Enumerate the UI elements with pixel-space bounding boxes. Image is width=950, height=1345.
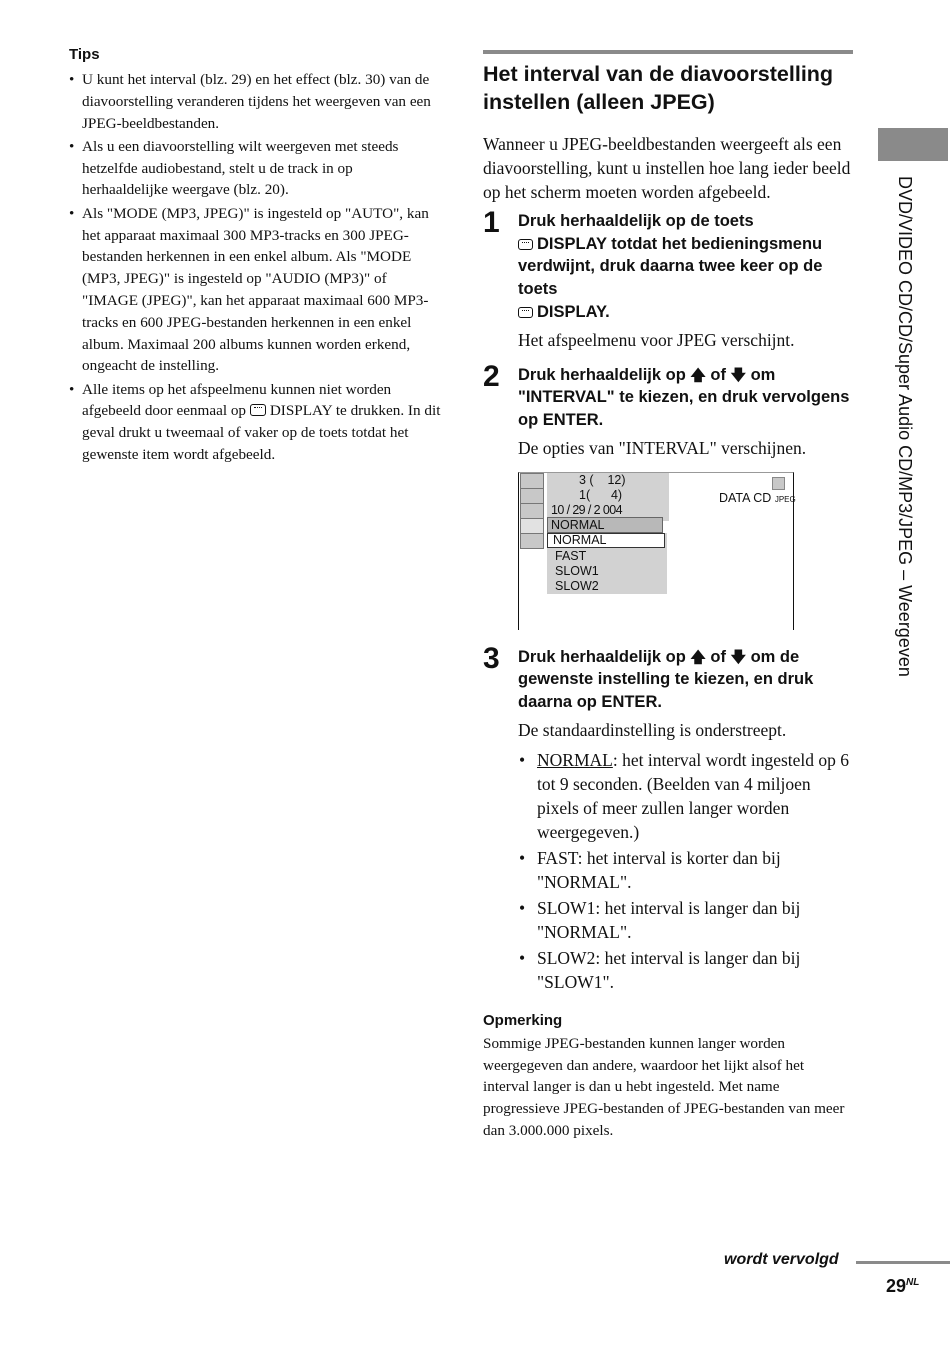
screen-album-number: 3 ( 12) — [579, 472, 626, 487]
option-desc: : het interval wordt ingesteld op 6 tot 9 seconden. (Beelden van 4 miljoen pixels of meer zullen langer worden weergegeven.) — [537, 749, 850, 842]
section-title: Het interval van de diavoorstelling instellen (alleen JPEG) — [483, 62, 834, 114]
down-arrow-icon: 🡇 — [730, 365, 746, 384]
option-item — [518, 946, 853, 994]
step-instruction — [518, 646, 853, 714]
option-name: SLOW2 — [537, 947, 596, 968]
tip-text: Alle items op het afspeelmenu kunnen niet worden afgebeeld door eenmaal op — [82, 380, 392, 420]
side-tab-label: DVD/VIDEO CD/CD/Super Audio CD/MP3/JPEG – Weergeven — [895, 176, 915, 677]
down-arrow-icon: 🡇 — [730, 647, 746, 666]
note-text: Sommige JPEG-bestanden kunnen langer worden weergegeven dan andere, waardoor het lijkt alsof het interval langer is dan u hebt ingesteld. Met name progressieve JPEG-bestanden of JPEG-bestanden van meer dan 3.000.000 pixels. — [483, 1034, 845, 1139]
continued-label: wordt vervolgd — [724, 1251, 839, 1268]
step-text: totdat het bedieningsmenu verdwijnt, druk daarna twee keer op de toets — [518, 234, 823, 299]
tips-section — [69, 46, 441, 467]
tip-item: • U kunt het interval (blz. 29) en het effect (blz. 30) van de diavoorstelling veranderen tijdens het weergeven van een JPEG-beeldbestanden. — [69, 69, 441, 134]
screen-file-number: 1( 4) — [579, 487, 623, 502]
media-label: DATA CD JPEG — [719, 490, 796, 505]
page-number: $29^{NL}$ — [886, 1276, 920, 1296]
up-arrow-icon: 🡅 — [690, 365, 706, 384]
section-intro: Wanneer u JPEG-beeldbestanden weergeeft als een diavoorstelling, kunt u instellen hoe lang ieder beeld op het scherm moeten worden afgebeeld. — [483, 134, 851, 202]
step-result: De standaardinstelling is onderstreept. — [518, 719, 787, 740]
step-display-label: DISPLAY. — [537, 302, 610, 321]
section-rule — [483, 50, 853, 54]
step-number: 2 — [483, 359, 500, 393]
display-button-icon — [250, 404, 266, 416]
screen-date: 10 / 29 / 2 004 — [551, 502, 622, 517]
side-tab-bar — [878, 128, 948, 161]
screen-option: SLOW2 — [555, 578, 599, 593]
tip-item: • Als "MODE (MP3, JPEG)" is ingesteld op "AUTO", kan het apparaat maximaal 300 MP3-tracks en 300 JPEG-bestanden herkennen in een enkel album. Als "MODE (MP3, JPEG)" is ingesteld op "AUDIO (MP3)" of "IMAGE (JPEG)", kan het apparaat maximaal 600 MP3-tracks en 600 JPEG-bestanden herkennen in een enkel album. Maximaal 200 albums kunnen worden erkend, ongeacht de instelling. — [69, 203, 441, 377]
step-2 — [483, 359, 853, 630]
screen-option: NORMAL — [553, 532, 607, 547]
step-text: of — [710, 647, 726, 666]
option-desc: : het interval is langer dan bij "NORMAL". — [537, 897, 801, 942]
menu-icon — [520, 533, 544, 549]
option-name: SLOW1 — [537, 897, 596, 918]
step-result: De opties van "INTERVAL" verschijnen. — [518, 437, 807, 458]
menu-icon — [520, 503, 544, 519]
interval-options-list — [518, 748, 853, 994]
step-1 — [483, 206, 853, 352]
option-item — [518, 896, 853, 944]
tips-list — [69, 69, 441, 466]
up-arrow-icon: 🡅 — [690, 647, 706, 666]
tip-display-label: DISPLAY — [269, 402, 333, 420]
option-name: NORMAL — [537, 749, 613, 770]
step-text: Druk herhaaldelijk op de toets — [518, 212, 754, 230]
menu-icon — [520, 473, 544, 489]
current-setting: NORMAL — [551, 517, 605, 532]
screen-display-illustration — [518, 472, 794, 630]
step-text: om "INTERVAL" te kiezen, en druk vervolgens op ENTER. — [518, 365, 850, 429]
step-display-label: DISPLAY — [537, 234, 607, 253]
status-indicator-icon — [772, 477, 785, 490]
option-item — [518, 846, 853, 894]
option-name: FAST — [537, 847, 578, 868]
step-number: 1 — [483, 206, 500, 239]
step-number: 3 — [483, 641, 500, 675]
note-title: Opmerking — [483, 1011, 563, 1029]
step-instruction — [518, 210, 853, 324]
option-desc: : het interval is langer dan bij "SLOW1". — [537, 947, 801, 992]
option-item — [518, 748, 853, 844]
step-text: Druk herhaaldelijk op — [518, 365, 686, 384]
step-instruction — [518, 364, 853, 432]
tip-text: te drukken. In dit geval drukt u tweemaal of vaker op de toets totdat het gewenste item wordt afgebeeld. — [82, 402, 441, 464]
option-desc: : het interval is korter dan bij "NORMAL". — [537, 847, 781, 892]
display-button-icon — [518, 239, 533, 250]
tip-item — [69, 379, 441, 466]
display-button-icon — [518, 307, 533, 318]
step-text: om de gewenste instelling te kiezen, en druk daarna op ENTER. — [518, 647, 814, 712]
step-text: of — [710, 365, 726, 384]
step-result: Het afspeelmenu voor JPEG verschijnt. — [518, 329, 795, 350]
screen-option: SLOW1 — [555, 563, 599, 578]
tips-title: Tips — [69, 46, 100, 63]
continued-rule — [856, 1261, 950, 1264]
screen-option: FAST — [555, 548, 587, 563]
menu-icon — [520, 488, 544, 504]
menu-icon — [520, 518, 544, 534]
interval-section — [483, 50, 853, 1142]
step-text: Druk herhaaldelijk op — [518, 647, 686, 666]
tip-item: • Als u een diavoorstelling wilt weergeven met steeds hetzelfde audiobestand, stelt u de track in op herhaaldelijke weergave (blz. 20). — [69, 136, 441, 201]
step-3 — [483, 641, 853, 994]
